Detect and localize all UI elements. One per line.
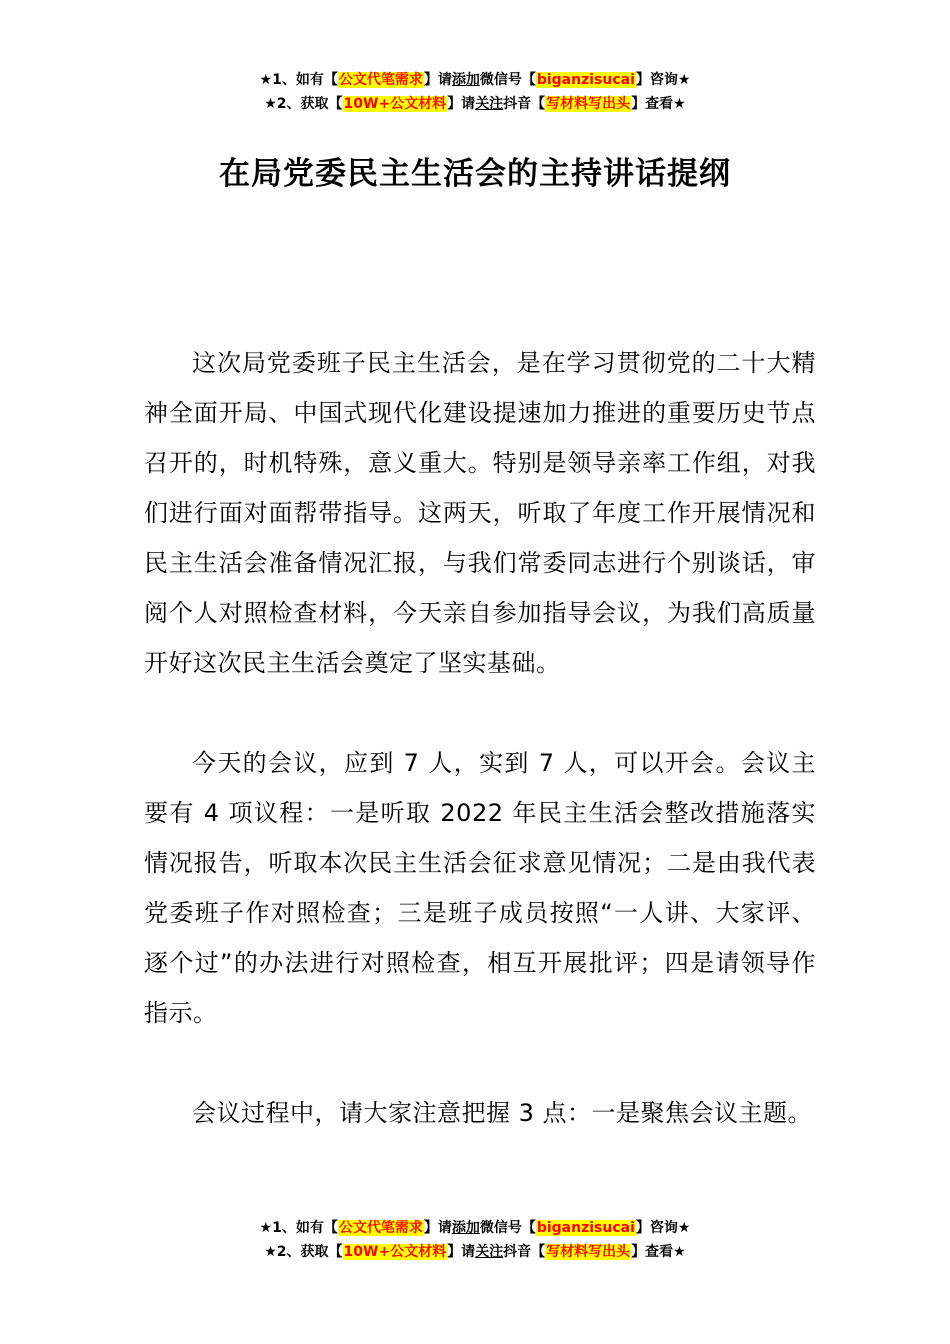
banner-text: 】查看★ bbox=[631, 1244, 686, 1260]
banner-text: 】请 bbox=[447, 1244, 476, 1260]
document-title: 在局党委民主生活会的主持讲话提纲 bbox=[219, 156, 731, 192]
banner-text: 抖音【 bbox=[503, 96, 546, 112]
banner-line-2 bbox=[0, 92, 950, 116]
banner-text: 】查看★ bbox=[631, 96, 686, 112]
banner-text: 】咨询★ bbox=[635, 1220, 691, 1236]
underlined-follow: 关注 bbox=[475, 96, 504, 112]
paragraph: 这次局党委班子民主生活会，是在学习贯彻党的二十大精神全面开局、中国式现代化建设提速加力推进的重要历史节点召开的，时机特殊，意义重大。特别是领导亲率工作组，对我们进行面对面帮带指导。这两天，听取了年度工作开展情况和民主生活会准备情况汇报，与我们常委同志进行个别谈话，审阅个人对照检查材料，今天亲自参加指导会议，为我们高质量开好这次民主生活会奠定了坚实基础。 bbox=[144, 349, 816, 677]
footer-banner bbox=[0, 1216, 950, 1264]
banner-line-2 bbox=[0, 1240, 950, 1264]
highlight-service: 公文代笔需求 bbox=[338, 1220, 423, 1236]
paragraph: 会议过程中，请大家注意把握 3 点：一是聚焦会议主题。 bbox=[192, 1099, 813, 1127]
header-banner bbox=[0, 68, 950, 116]
underlined-add: 添加 bbox=[451, 1220, 480, 1236]
document-body bbox=[144, 338, 816, 1188]
paragraph: 今天的会议，应到 7 人，实到 7 人，可以开会。会议主要有 4 项议程：一是听取 2022 年民主生活会整改措施落实情况报告，听取本次民主生活会征求意见情况；二是由我代表党委班子作对照检查；三是班子成员按照“一人讲、大家评、逐个过”的办法进行对照检查，相互开展批评；四是请领导作指示。 bbox=[144, 749, 816, 1027]
banner-text: ★2、获取【 bbox=[264, 96, 343, 112]
underlined-follow: 关注 bbox=[475, 1244, 504, 1260]
highlight-materials: 10W+公文材料 bbox=[343, 1244, 447, 1260]
highlight-wechat-id: biganzisucai bbox=[536, 1220, 635, 1236]
highlight-service: 公文代笔需求 bbox=[338, 72, 423, 88]
banner-line-1 bbox=[0, 68, 950, 92]
highlight-douyin-account: 写材料写出头 bbox=[546, 96, 631, 112]
banner-text: 】请 bbox=[423, 72, 452, 88]
banner-text: 】请 bbox=[447, 96, 476, 112]
banner-text: ★1、如有【 bbox=[259, 1220, 338, 1236]
highlight-wechat-id: biganzisucai bbox=[536, 72, 635, 88]
banner-text: 】咨询★ bbox=[635, 72, 691, 88]
banner-line-1 bbox=[0, 1216, 950, 1240]
highlight-douyin-account: 写材料写出头 bbox=[546, 1244, 631, 1260]
banner-text: 微信号【 bbox=[479, 1220, 536, 1236]
banner-text: ★1、如有【 bbox=[259, 72, 338, 88]
underlined-add: 添加 bbox=[451, 72, 480, 88]
banner-text: 抖音【 bbox=[503, 1244, 546, 1260]
banner-text: 】请 bbox=[423, 1220, 452, 1236]
banner-text: 微信号【 bbox=[479, 72, 536, 88]
highlight-materials: 10W+公文材料 bbox=[343, 96, 447, 112]
banner-text: ★2、获取【 bbox=[264, 1244, 343, 1260]
